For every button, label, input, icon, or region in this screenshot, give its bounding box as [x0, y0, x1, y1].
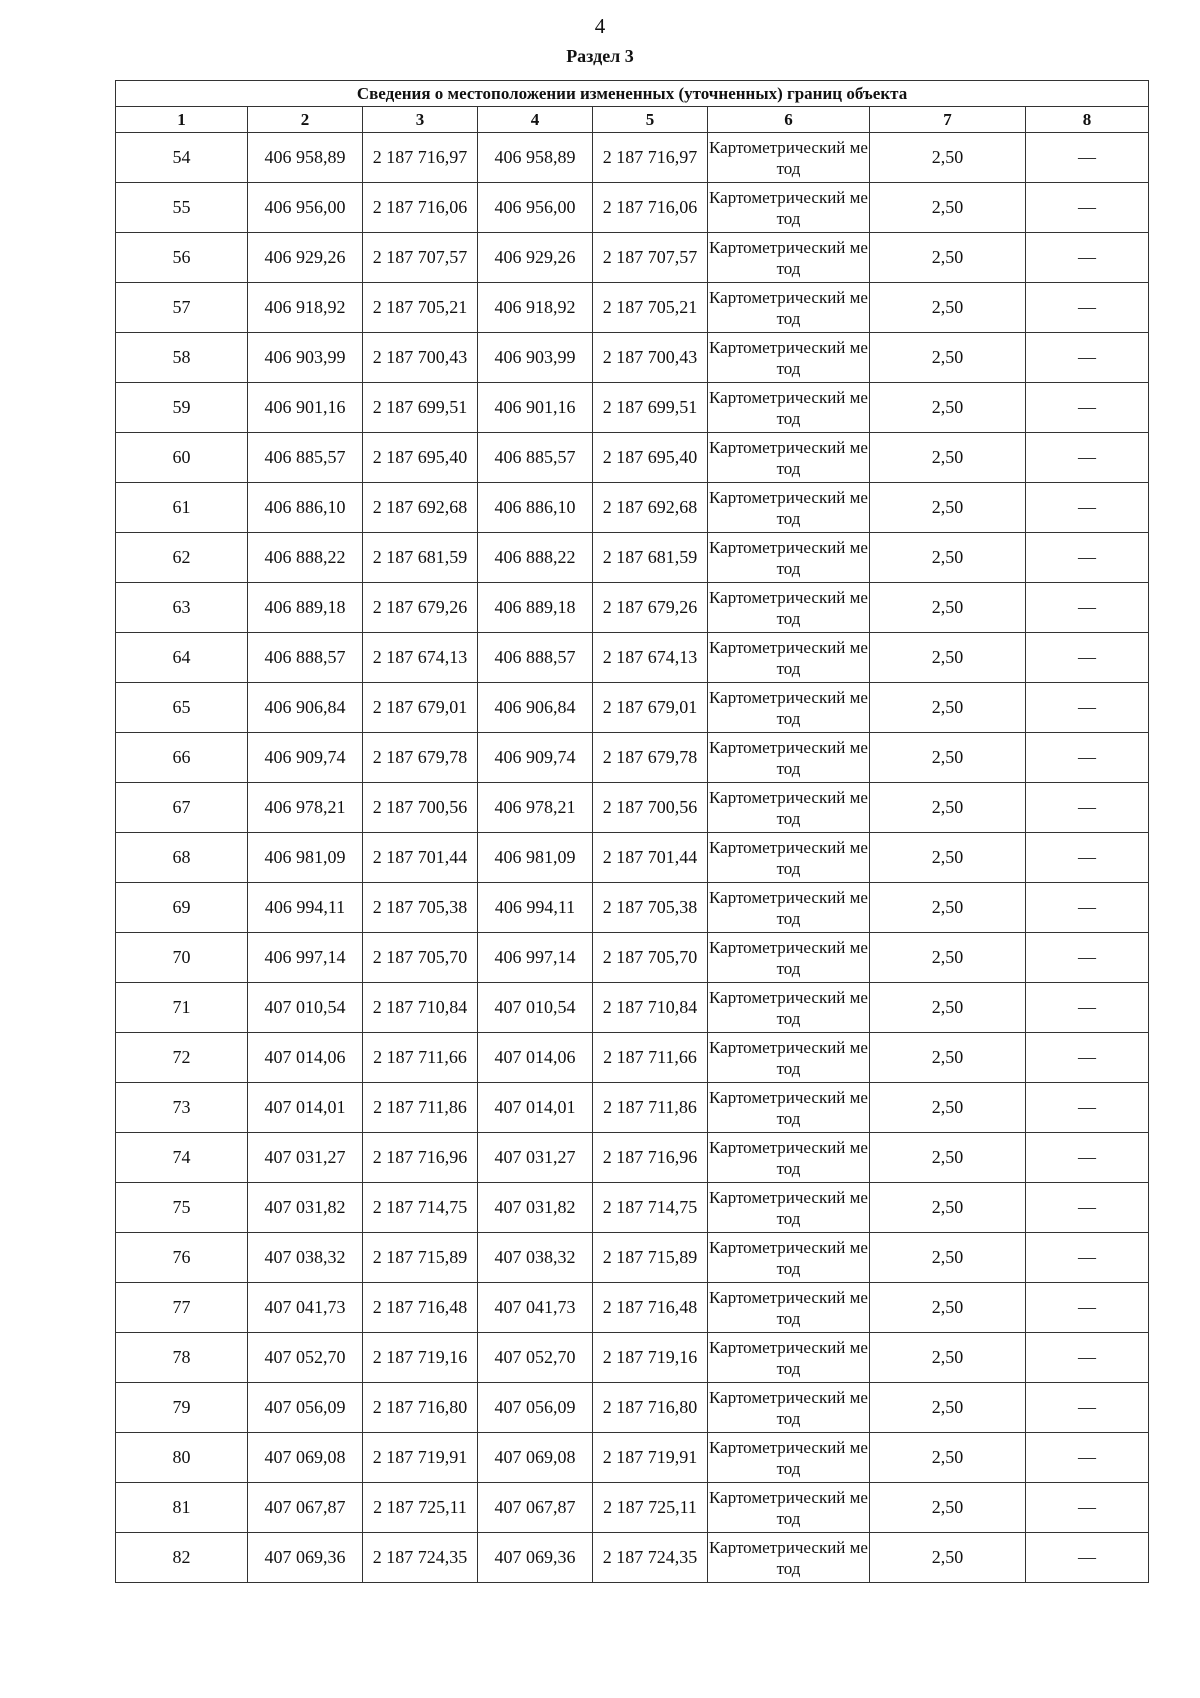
method-cell: Картометрический метод — [708, 983, 870, 1033]
column-header: 2 — [248, 107, 363, 133]
x-old-cell: 407 031,27 — [248, 1133, 363, 1183]
accuracy-cell: 2,50 — [870, 1283, 1026, 1333]
description-cell: — — [1026, 1283, 1149, 1333]
table-row — [116, 683, 1149, 733]
point-number-cell: 66 — [116, 733, 248, 783]
description-cell: — — [1026, 1133, 1149, 1183]
x-new-cell: 407 014,06 — [478, 1033, 593, 1083]
accuracy-cell: 2,50 — [870, 233, 1026, 283]
y-new-cell: 2 187 724,35 — [593, 1533, 708, 1583]
table-row — [116, 1433, 1149, 1483]
table-row — [116, 1283, 1149, 1333]
x-new-cell: 407 069,36 — [478, 1533, 593, 1583]
accuracy-cell: 2,50 — [870, 1083, 1026, 1133]
table-row — [116, 833, 1149, 883]
y-old-cell: 2 187 707,57 — [363, 233, 478, 283]
y-old-cell: 2 187 716,80 — [363, 1383, 478, 1433]
accuracy-cell: 2,50 — [870, 883, 1026, 933]
accuracy-cell: 2,50 — [870, 983, 1026, 1033]
y-new-cell: 2 187 681,59 — [593, 533, 708, 583]
table-row — [116, 433, 1149, 483]
method-cell: Картометрический метод — [708, 783, 870, 833]
description-cell: — — [1026, 683, 1149, 733]
method-cell: Картометрический метод — [708, 733, 870, 783]
y-new-cell: 2 187 716,48 — [593, 1283, 708, 1333]
x-old-cell: 406 909,74 — [248, 733, 363, 783]
y-old-cell: 2 187 705,21 — [363, 283, 478, 333]
x-new-cell: 406 886,10 — [478, 483, 593, 533]
column-header: 6 — [708, 107, 870, 133]
boundary-coordinates-table — [115, 80, 1149, 1583]
y-old-cell: 2 187 674,13 — [363, 633, 478, 683]
point-number-cell: 65 — [116, 683, 248, 733]
y-new-cell: 2 187 711,66 — [593, 1033, 708, 1083]
x-new-cell: 406 903,99 — [478, 333, 593, 383]
accuracy-cell: 2,50 — [870, 583, 1026, 633]
point-number-cell: 60 — [116, 433, 248, 483]
accuracy-cell: 2,50 — [870, 1183, 1026, 1233]
table-row — [116, 183, 1149, 233]
y-new-cell: 2 187 695,40 — [593, 433, 708, 483]
accuracy-cell: 2,50 — [870, 1483, 1026, 1533]
table-row — [116, 1033, 1149, 1083]
x-new-cell: 407 038,32 — [478, 1233, 593, 1283]
point-number-cell: 67 — [116, 783, 248, 833]
table-row — [116, 883, 1149, 933]
accuracy-cell: 2,50 — [870, 533, 1026, 583]
x-new-cell: 407 031,82 — [478, 1183, 593, 1233]
y-old-cell: 2 187 679,26 — [363, 583, 478, 633]
method-cell: Картометрический метод — [708, 433, 870, 483]
y-old-cell: 2 187 700,43 — [363, 333, 478, 383]
x-new-cell: 407 067,87 — [478, 1483, 593, 1533]
description-cell: — — [1026, 733, 1149, 783]
description-cell: — — [1026, 183, 1149, 233]
accuracy-cell: 2,50 — [870, 183, 1026, 233]
x-new-cell: 406 958,89 — [478, 133, 593, 183]
method-cell: Картометрический метод — [708, 533, 870, 583]
point-number-cell: 56 — [116, 233, 248, 283]
table-row — [116, 283, 1149, 333]
x-new-cell: 406 978,21 — [478, 783, 593, 833]
y-old-cell: 2 187 719,91 — [363, 1433, 478, 1483]
column-header: 1 — [116, 107, 248, 133]
description-cell: — — [1026, 133, 1149, 183]
description-cell: — — [1026, 483, 1149, 533]
description-cell: — — [1026, 783, 1149, 833]
x-old-cell: 406 901,16 — [248, 383, 363, 433]
x-new-cell: 406 901,16 — [478, 383, 593, 433]
x-old-cell: 407 038,32 — [248, 1233, 363, 1283]
table-row — [116, 533, 1149, 583]
table-row — [116, 583, 1149, 633]
x-old-cell: 406 886,10 — [248, 483, 363, 533]
x-new-cell: 407 056,09 — [478, 1383, 593, 1433]
method-cell: Картометрический метод — [708, 133, 870, 183]
x-new-cell: 407 052,70 — [478, 1333, 593, 1383]
accuracy-cell: 2,50 — [870, 283, 1026, 333]
x-old-cell: 406 929,26 — [248, 233, 363, 283]
y-new-cell: 2 187 700,56 — [593, 783, 708, 833]
accuracy-cell: 2,50 — [870, 1533, 1026, 1583]
accuracy-cell: 2,50 — [870, 1133, 1026, 1183]
x-old-cell: 406 956,00 — [248, 183, 363, 233]
point-number-cell: 73 — [116, 1083, 248, 1133]
y-old-cell: 2 187 716,06 — [363, 183, 478, 233]
y-new-cell: 2 187 674,13 — [593, 633, 708, 683]
accuracy-cell: 2,50 — [870, 433, 1026, 483]
description-cell: — — [1026, 633, 1149, 683]
y-old-cell: 2 187 679,01 — [363, 683, 478, 733]
table-row — [116, 983, 1149, 1033]
method-cell: Картометрический метод — [708, 1133, 870, 1183]
description-cell: — — [1026, 283, 1149, 333]
x-old-cell: 406 997,14 — [248, 933, 363, 983]
table-row — [116, 733, 1149, 783]
method-cell: Картометрический метод — [708, 933, 870, 983]
accuracy-cell: 2,50 — [870, 1333, 1026, 1383]
y-old-cell: 2 187 719,16 — [363, 1333, 478, 1383]
x-new-cell: 407 069,08 — [478, 1433, 593, 1483]
x-new-cell: 406 888,57 — [478, 633, 593, 683]
x-old-cell: 407 041,73 — [248, 1283, 363, 1333]
y-new-cell: 2 187 705,38 — [593, 883, 708, 933]
table-row — [116, 1083, 1149, 1133]
x-old-cell: 407 014,01 — [248, 1083, 363, 1133]
point-number-cell: 72 — [116, 1033, 248, 1083]
x-old-cell: 407 014,06 — [248, 1033, 363, 1083]
table-row — [116, 233, 1149, 283]
y-old-cell: 2 187 700,56 — [363, 783, 478, 833]
y-new-cell: 2 187 679,26 — [593, 583, 708, 633]
x-new-cell: 407 010,54 — [478, 983, 593, 1033]
table-row — [116, 1483, 1149, 1533]
point-number-cell: 61 — [116, 483, 248, 533]
column-header: 3 — [363, 107, 478, 133]
x-old-cell: 406 958,89 — [248, 133, 363, 183]
section-title: Раздел 3 — [566, 46, 634, 66]
table-caption: Сведения о местоположении измененных (уточненных) границ объекта — [116, 81, 1149, 107]
y-new-cell: 2 187 707,57 — [593, 233, 708, 283]
y-new-cell: 2 187 710,84 — [593, 983, 708, 1033]
x-old-cell: 406 978,21 — [248, 783, 363, 833]
x-new-cell: 406 909,74 — [478, 733, 593, 783]
method-cell: Картометрический метод — [708, 1033, 870, 1083]
point-number-cell: 71 — [116, 983, 248, 1033]
point-number-cell: 78 — [116, 1333, 248, 1383]
y-old-cell: 2 187 705,70 — [363, 933, 478, 983]
method-cell: Картометрический метод — [708, 183, 870, 233]
x-old-cell: 406 888,57 — [248, 633, 363, 683]
y-new-cell: 2 187 716,96 — [593, 1133, 708, 1183]
description-cell: — — [1026, 1033, 1149, 1083]
y-new-cell: 2 187 699,51 — [593, 383, 708, 433]
method-cell: Картометрический метод — [708, 1383, 870, 1433]
y-old-cell: 2 187 714,75 — [363, 1183, 478, 1233]
table-row — [116, 1333, 1149, 1383]
table-caption-row — [116, 81, 1149, 107]
y-new-cell: 2 187 711,86 — [593, 1083, 708, 1133]
point-number-cell: 54 — [116, 133, 248, 183]
accuracy-cell: 2,50 — [870, 733, 1026, 783]
y-old-cell: 2 187 710,84 — [363, 983, 478, 1033]
method-cell: Картометрический метод — [708, 483, 870, 533]
accuracy-cell: 2,50 — [870, 1433, 1026, 1483]
column-header: 7 — [870, 107, 1026, 133]
method-cell: Картометрический метод — [708, 833, 870, 883]
table-row — [116, 1183, 1149, 1233]
description-cell: — — [1026, 1533, 1149, 1583]
method-cell: Картометрический метод — [708, 1283, 870, 1333]
y-old-cell: 2 187 716,97 — [363, 133, 478, 183]
x-new-cell: 406 918,92 — [478, 283, 593, 333]
description-cell: — — [1026, 1383, 1149, 1433]
accuracy-cell: 2,50 — [870, 833, 1026, 883]
point-number-cell: 55 — [116, 183, 248, 233]
point-number-cell: 69 — [116, 883, 248, 933]
method-cell: Картометрический метод — [708, 683, 870, 733]
y-old-cell: 2 187 692,68 — [363, 483, 478, 533]
y-new-cell: 2 187 715,89 — [593, 1233, 708, 1283]
x-new-cell: 407 041,73 — [478, 1283, 593, 1333]
y-old-cell: 2 187 711,86 — [363, 1083, 478, 1133]
column-header: 8 — [1026, 107, 1149, 133]
description-cell: — — [1026, 333, 1149, 383]
point-number-cell: 70 — [116, 933, 248, 983]
accuracy-cell: 2,50 — [870, 783, 1026, 833]
table-row — [116, 483, 1149, 533]
x-new-cell: 406 885,57 — [478, 433, 593, 483]
point-number-cell: 81 — [116, 1483, 248, 1533]
method-cell: Картометрический метод — [708, 1433, 870, 1483]
y-new-cell: 2 187 716,80 — [593, 1383, 708, 1433]
y-new-cell: 2 187 679,01 — [593, 683, 708, 733]
y-new-cell: 2 187 701,44 — [593, 833, 708, 883]
point-number-cell: 57 — [116, 283, 248, 333]
method-cell: Картометрический метод — [708, 233, 870, 283]
method-cell: Картометрический метод — [708, 1233, 870, 1283]
point-number-cell: 79 — [116, 1383, 248, 1433]
x-old-cell: 406 981,09 — [248, 833, 363, 883]
y-old-cell: 2 187 701,44 — [363, 833, 478, 883]
x-new-cell: 406 929,26 — [478, 233, 593, 283]
y-old-cell: 2 187 725,11 — [363, 1483, 478, 1533]
accuracy-cell: 2,50 — [870, 683, 1026, 733]
description-cell: — — [1026, 883, 1149, 933]
point-number-cell: 76 — [116, 1233, 248, 1283]
x-new-cell: 406 994,11 — [478, 883, 593, 933]
x-new-cell: 406 956,00 — [478, 183, 593, 233]
description-cell: — — [1026, 583, 1149, 633]
accuracy-cell: 2,50 — [870, 1383, 1026, 1433]
accuracy-cell: 2,50 — [870, 1033, 1026, 1083]
x-old-cell: 407 069,08 — [248, 1433, 363, 1483]
table-row — [116, 1533, 1149, 1583]
y-new-cell: 2 187 705,70 — [593, 933, 708, 983]
description-cell: — — [1026, 833, 1149, 883]
point-number-cell: 64 — [116, 633, 248, 683]
table-row — [116, 333, 1149, 383]
x-old-cell: 406 888,22 — [248, 533, 363, 583]
y-old-cell: 2 187 716,96 — [363, 1133, 478, 1183]
x-new-cell: 407 031,27 — [478, 1133, 593, 1183]
x-new-cell: 406 889,18 — [478, 583, 593, 633]
description-cell: — — [1026, 983, 1149, 1033]
method-cell: Картометрический метод — [708, 1533, 870, 1583]
x-new-cell: 406 981,09 — [478, 833, 593, 883]
accuracy-cell: 2,50 — [870, 1233, 1026, 1283]
method-cell: Картометрический метод — [708, 583, 870, 633]
description-cell: — — [1026, 1233, 1149, 1283]
description-cell: — — [1026, 1333, 1149, 1383]
method-cell: Картометрический метод — [708, 633, 870, 683]
point-number-cell: 77 — [116, 1283, 248, 1333]
point-number-cell: 58 — [116, 333, 248, 383]
y-new-cell: 2 187 714,75 — [593, 1183, 708, 1233]
method-cell: Картометрический метод — [708, 883, 870, 933]
x-old-cell: 407 052,70 — [248, 1333, 363, 1383]
y-new-cell: 2 187 705,21 — [593, 283, 708, 333]
description-cell: — — [1026, 1483, 1149, 1533]
description-cell: — — [1026, 233, 1149, 283]
description-cell: — — [1026, 383, 1149, 433]
x-old-cell: 407 056,09 — [248, 1383, 363, 1433]
y-old-cell: 2 187 716,48 — [363, 1283, 478, 1333]
description-cell: — — [1026, 1183, 1149, 1233]
x-new-cell: 407 014,01 — [478, 1083, 593, 1133]
y-new-cell: 2 187 716,97 — [593, 133, 708, 183]
y-new-cell: 2 187 700,43 — [593, 333, 708, 383]
table-row — [116, 933, 1149, 983]
description-cell: — — [1026, 433, 1149, 483]
y-old-cell: 2 187 705,38 — [363, 883, 478, 933]
description-cell: — — [1026, 1083, 1149, 1133]
y-old-cell: 2 187 679,78 — [363, 733, 478, 783]
point-number-cell: 80 — [116, 1433, 248, 1483]
x-old-cell: 406 994,11 — [248, 883, 363, 933]
accuracy-cell: 2,50 — [870, 333, 1026, 383]
method-cell: Картометрический метод — [708, 1483, 870, 1533]
x-old-cell: 406 906,84 — [248, 683, 363, 733]
point-number-cell: 59 — [116, 383, 248, 433]
y-old-cell: 2 187 695,40 — [363, 433, 478, 483]
y-old-cell: 2 187 681,59 — [363, 533, 478, 583]
table-row — [116, 783, 1149, 833]
accuracy-cell: 2,50 — [870, 933, 1026, 983]
accuracy-cell: 2,50 — [870, 483, 1026, 533]
y-new-cell: 2 187 679,78 — [593, 733, 708, 783]
point-number-cell: 68 — [116, 833, 248, 883]
y-old-cell: 2 187 724,35 — [363, 1533, 478, 1583]
column-header: 5 — [593, 107, 708, 133]
description-cell: — — [1026, 533, 1149, 583]
method-cell: Картометрический метод — [708, 1083, 870, 1133]
y-new-cell: 2 187 716,06 — [593, 183, 708, 233]
method-cell: Картометрический метод — [708, 383, 870, 433]
y-old-cell: 2 187 699,51 — [363, 383, 478, 433]
accuracy-cell: 2,50 — [870, 133, 1026, 183]
x-old-cell: 406 903,99 — [248, 333, 363, 383]
point-number-cell: 63 — [116, 583, 248, 633]
y-new-cell: 2 187 719,91 — [593, 1433, 708, 1483]
x-new-cell: 406 997,14 — [478, 933, 593, 983]
x-old-cell: 406 918,92 — [248, 283, 363, 333]
description-cell: — — [1026, 933, 1149, 983]
x-old-cell: 407 067,87 — [248, 1483, 363, 1533]
x-old-cell: 407 069,36 — [248, 1533, 363, 1583]
table-row — [116, 1133, 1149, 1183]
table-row — [116, 133, 1149, 183]
point-number-cell: 75 — [116, 1183, 248, 1233]
y-old-cell: 2 187 715,89 — [363, 1233, 478, 1283]
y-old-cell: 2 187 711,66 — [363, 1033, 478, 1083]
accuracy-cell: 2,50 — [870, 633, 1026, 683]
method-cell: Картометрический метод — [708, 333, 870, 383]
page-number: 4 — [594, 14, 606, 38]
method-cell: Картометрический метод — [708, 1183, 870, 1233]
table-row — [116, 1383, 1149, 1433]
column-header: 4 — [478, 107, 593, 133]
table-row — [116, 1233, 1149, 1283]
description-cell: — — [1026, 1433, 1149, 1483]
method-cell: Картометрический метод — [708, 1333, 870, 1383]
point-number-cell: 82 — [116, 1533, 248, 1583]
point-number-cell: 74 — [116, 1133, 248, 1183]
accuracy-cell: 2,50 — [870, 383, 1026, 433]
y-new-cell: 2 187 719,16 — [593, 1333, 708, 1383]
x-new-cell: 406 888,22 — [478, 533, 593, 583]
y-new-cell: 2 187 692,68 — [593, 483, 708, 533]
point-number-cell: 62 — [116, 533, 248, 583]
table-row — [116, 383, 1149, 433]
table-row — [116, 633, 1149, 683]
x-new-cell: 406 906,84 — [478, 683, 593, 733]
x-old-cell: 406 885,57 — [248, 433, 363, 483]
y-new-cell: 2 187 725,11 — [593, 1483, 708, 1533]
table-header-row — [116, 107, 1149, 133]
x-old-cell: 407 010,54 — [248, 983, 363, 1033]
x-old-cell: 407 031,82 — [248, 1183, 363, 1233]
x-old-cell: 406 889,18 — [248, 583, 363, 633]
method-cell: Картометрический метод — [708, 283, 870, 333]
